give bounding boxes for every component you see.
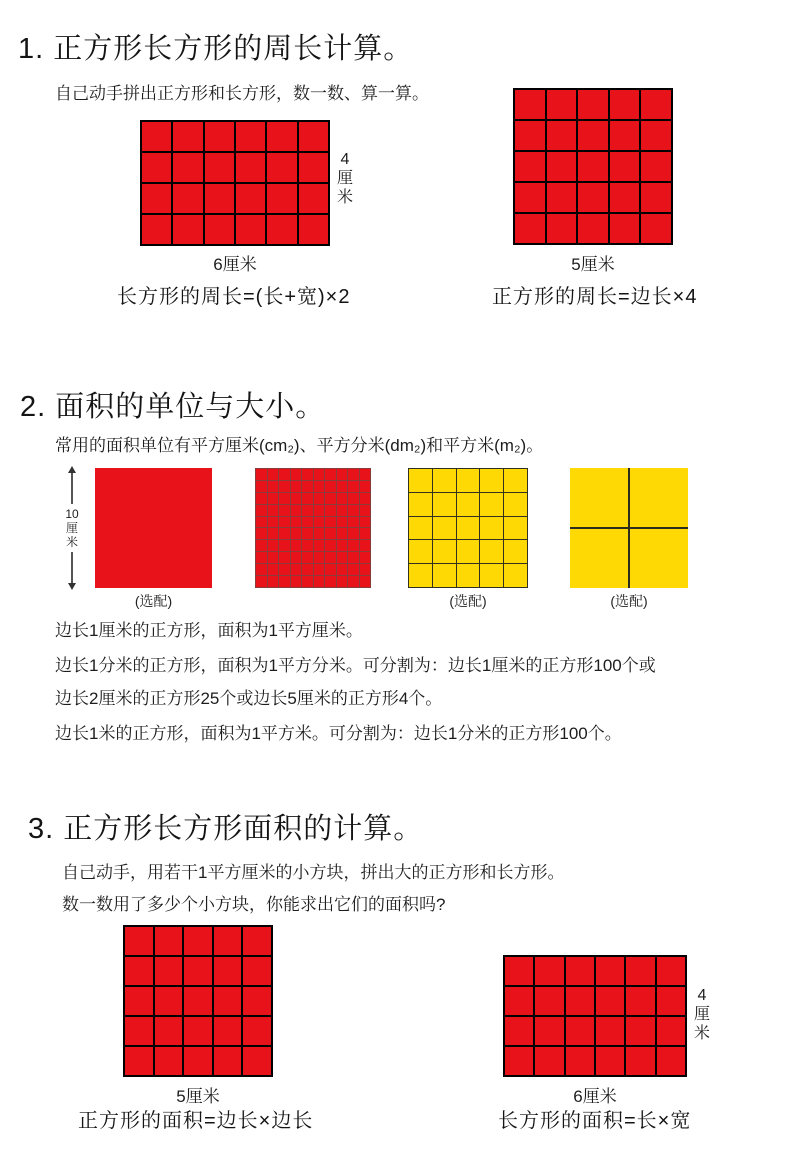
- grid-cell: [302, 576, 313, 587]
- section2-title: 2. 面积的单位与大小。: [20, 391, 326, 423]
- grid-cell: [256, 528, 267, 539]
- grid-cell: [547, 152, 577, 181]
- grid-cell: [302, 552, 313, 563]
- grid-cell: [535, 987, 563, 1015]
- grid-cell: [657, 1047, 685, 1075]
- grid-cell: [256, 505, 267, 516]
- optional-caption: (选配): [449, 593, 487, 609]
- grid-cell: [457, 540, 480, 563]
- grid-cell: [236, 215, 265, 244]
- grid-cell: [325, 481, 336, 492]
- grid-cell: [480, 540, 503, 563]
- grid-cell: [596, 1047, 624, 1075]
- height-label-line: 厘: [693, 1006, 710, 1023]
- grid-cell: [325, 493, 336, 504]
- grid-cell: [325, 564, 336, 575]
- grid-cell: [314, 564, 325, 575]
- grid-cell: [268, 576, 279, 587]
- grid-cell: [409, 540, 432, 563]
- grid-cell: [268, 552, 279, 563]
- grid-cell: [578, 152, 608, 181]
- grid-cell: [268, 493, 279, 504]
- grid-cell: [570, 468, 628, 527]
- height-label-line: 米: [693, 1025, 710, 1042]
- area-rectangle-width-label: 6厘米: [573, 1087, 617, 1106]
- grid-cell: [535, 957, 563, 985]
- paragraph-cm: 边长1厘米的正方形，面积为1平方厘米。: [55, 621, 363, 640]
- grid-cell: [360, 481, 371, 492]
- grid-cell: [596, 957, 624, 985]
- grid-cell: [302, 528, 313, 539]
- grid-cell: [360, 517, 371, 528]
- grid-cell: [243, 927, 271, 955]
- rectangle-perimeter-formula: 长方形的周长=(长+宽)×2: [117, 286, 351, 308]
- square-perimeter-formula: 正方形的周长=边长×4: [492, 286, 698, 308]
- grid-cell: [291, 540, 302, 551]
- paragraph-dm-line2: 边长2厘米的正方形25个或边长5厘米的正方形4个。: [55, 689, 443, 708]
- grid-cell: [243, 957, 271, 985]
- grid-cell: [214, 1017, 242, 1045]
- grid-cell: [314, 552, 325, 563]
- grid-cell: [348, 552, 359, 563]
- grid-cell: [302, 517, 313, 528]
- grid-cell: [268, 517, 279, 528]
- grid-cell: [299, 184, 328, 213]
- area-rectangle-height-label: [691, 986, 713, 1043]
- grid-cell: [457, 493, 480, 516]
- grid-cell: [279, 576, 290, 587]
- grid-cell: [535, 1047, 563, 1075]
- grid-cell: [236, 122, 265, 151]
- grid-cell: [268, 564, 279, 575]
- grid-cell: [314, 505, 325, 516]
- grid-cell: [337, 481, 348, 492]
- area-square-width-label: 5厘米: [176, 1087, 220, 1106]
- grid-cell: [566, 957, 594, 985]
- section3-intro-line1: 自己动手，用若干1平方厘米的小方块，拼出大的正方形和长方形。: [62, 863, 565, 882]
- grid-cell: [95, 468, 212, 588]
- grid-cell: [291, 552, 302, 563]
- grid-cell: [626, 957, 654, 985]
- height-label-line: 4: [697, 987, 707, 1004]
- grid-cell: [566, 987, 594, 1015]
- grid-cell: [155, 1017, 183, 1045]
- grid-cell: [279, 505, 290, 516]
- grid-cell: [610, 90, 640, 119]
- grid-cell: [279, 493, 290, 504]
- grid-cell: [337, 528, 348, 539]
- grid-cell: [457, 564, 480, 587]
- arrow-line: [71, 473, 73, 504]
- arrow-label-line: 10: [65, 507, 79, 521]
- grid-cell: [409, 564, 432, 587]
- grid-cell: [243, 1017, 271, 1045]
- grid-cell: [325, 517, 336, 528]
- grid-cell: [348, 540, 359, 551]
- grid-cell: [267, 122, 296, 151]
- unit-square-solid-red: [95, 468, 212, 588]
- grid-cell: [348, 493, 359, 504]
- grid-cell: [360, 505, 371, 516]
- grid-cell: [433, 517, 456, 540]
- section2-intro: 常用的面积单位有平方厘米(cm₂)、平方分米(dm₂)和平方米(m₂)。: [55, 436, 544, 455]
- unit-square-yellow-cross: [570, 468, 688, 588]
- grid-cell: [457, 517, 480, 540]
- grid-cell: [142, 153, 171, 182]
- grid-cell: [256, 469, 267, 480]
- grid-cell: [360, 552, 371, 563]
- grid-cell: [578, 214, 608, 243]
- section1-subtitle: 自己动手拼出正方形和长方形，数一数、算一算。: [55, 84, 429, 103]
- grid-cell: [279, 481, 290, 492]
- paragraph-m: 边长1米的正方形，面积为1平方米。可分割为：边长1分米的正方形100个。: [55, 724, 622, 743]
- grid-cell: [409, 517, 432, 540]
- grid-cell: [299, 153, 328, 182]
- grid-cell: [348, 469, 359, 480]
- grid-cell: [626, 1047, 654, 1075]
- grid-cell: [641, 90, 671, 119]
- grid-cell: [504, 493, 527, 516]
- grid-cell: [291, 576, 302, 587]
- grid-cell: [256, 576, 267, 587]
- grid-cell: [337, 493, 348, 504]
- grid-cell: [142, 184, 171, 213]
- grid-cell: [337, 505, 348, 516]
- grid-cell: [348, 564, 359, 575]
- grid-cell: [205, 184, 234, 213]
- grid-cell: [125, 927, 153, 955]
- grid-cell: [214, 1047, 242, 1075]
- grid-cell: [547, 183, 577, 212]
- grid-cell: [205, 153, 234, 182]
- grid-cell: [360, 493, 371, 504]
- optional-caption: (选配): [134, 593, 173, 609]
- grid-cell: [505, 987, 533, 1015]
- optional-caption: (选配): [610, 593, 648, 609]
- grid-cell: [279, 528, 290, 539]
- arrow-label: [65, 504, 78, 552]
- rectangle-6x4-grid-figure: [140, 120, 330, 246]
- grid-cell: [291, 493, 302, 504]
- grid-cell: [515, 214, 545, 243]
- square-width-label: 5厘米: [571, 255, 615, 274]
- grid-cell: [504, 540, 527, 563]
- grid-cell: [626, 1017, 654, 1045]
- grid-cell: [610, 152, 640, 181]
- grid-cell: [360, 469, 371, 480]
- grid-cell: [409, 469, 432, 492]
- grid-cell: [302, 564, 313, 575]
- grid-cell: [302, 540, 313, 551]
- grid-cell: [348, 481, 359, 492]
- grid-cell: [325, 552, 336, 563]
- grid-cell: [504, 564, 527, 587]
- grid-cell: [314, 481, 325, 492]
- grid-cell: [433, 540, 456, 563]
- grid-cell: [515, 121, 545, 150]
- grid-cell: [566, 1047, 594, 1075]
- arrow-label-line: 厘: [65, 521, 78, 535]
- arrow-label-line: 米: [65, 535, 78, 549]
- grid-cell: [325, 576, 336, 587]
- grid-cell: [173, 122, 202, 151]
- grid-cell: [515, 90, 545, 119]
- rectangle-height-label: [334, 150, 356, 207]
- grid-cell: [125, 1047, 153, 1075]
- grid-cell: [125, 1017, 153, 1045]
- grid-cell: [325, 505, 336, 516]
- grid-cell: [325, 540, 336, 551]
- grid-cell: [302, 505, 313, 516]
- grid-cell: [610, 183, 640, 212]
- grid-cell: [267, 153, 296, 182]
- grid-cell: [337, 517, 348, 528]
- grid-cell: [236, 153, 265, 182]
- grid-cell: [184, 987, 212, 1015]
- unit-square-red-10x10: [255, 468, 371, 588]
- grid-cell: [184, 927, 212, 955]
- grid-cell: [173, 153, 202, 182]
- grid-cell: [314, 540, 325, 551]
- grid-cell: [480, 493, 503, 516]
- grid-cell: [256, 517, 267, 528]
- grid-cell: [337, 576, 348, 587]
- arrow-down-icon: [68, 583, 76, 590]
- section1-title: 1. 正方形长方形的周长计算。: [18, 33, 414, 65]
- grid-cell: [505, 1047, 533, 1075]
- grid-cell: [337, 540, 348, 551]
- section3-title: 3. 正方形长方形面积的计算。: [28, 813, 424, 845]
- unit-square-yellow-5x5: [408, 468, 528, 588]
- grid-cell: [291, 528, 302, 539]
- grid-cell: [641, 214, 671, 243]
- grid-cell: [657, 1017, 685, 1045]
- grid-cell: [299, 122, 328, 151]
- grid-cell: [610, 214, 640, 243]
- rectangle-width-label: 6厘米: [213, 255, 257, 274]
- grid-cell: [578, 121, 608, 150]
- area-rectangle-6x4-grid-figure: [503, 955, 687, 1077]
- grid-cell: [291, 469, 302, 480]
- grid-cell: [570, 529, 628, 588]
- grid-cell: [155, 987, 183, 1015]
- arrow-line: [71, 552, 73, 583]
- grid-cell: [214, 957, 242, 985]
- section3-intro-line2: 数一数用了多少个小方块，你能求出它们的面积吗?: [62, 895, 446, 914]
- grid-cell: [433, 469, 456, 492]
- grid-cell: [302, 469, 313, 480]
- square-5x5-grid-figure: [513, 88, 673, 245]
- grid-cell: [184, 1017, 212, 1045]
- grid-cell: [480, 517, 503, 540]
- grid-cell: [515, 152, 545, 181]
- rectangle-area-formula: 长方形的面积=长×宽: [498, 1110, 692, 1132]
- grid-cell: [125, 987, 153, 1015]
- grid-cell: [360, 528, 371, 539]
- grid-cell: [596, 1017, 624, 1045]
- grid-cell: [314, 528, 325, 539]
- grid-cell: [155, 927, 183, 955]
- grid-cell: [291, 564, 302, 575]
- grid-cell: [214, 927, 242, 955]
- grid-cell: [184, 957, 212, 985]
- grid-cell: [457, 469, 480, 492]
- grid-cell: [314, 493, 325, 504]
- height-label-line: 厘: [336, 170, 353, 187]
- grid-cell: [302, 481, 313, 492]
- grid-cell: [547, 90, 577, 119]
- grid-cell: [626, 987, 654, 1015]
- height-label-line: 米: [336, 189, 353, 206]
- grid-cell: [243, 987, 271, 1015]
- grid-cell: [348, 505, 359, 516]
- grid-cell: [657, 987, 685, 1015]
- grid-cell: [268, 540, 279, 551]
- grid-cell: [325, 469, 336, 480]
- grid-cell: [480, 469, 503, 492]
- grid-cell: [268, 481, 279, 492]
- grid-cell: [314, 576, 325, 587]
- grid-cell: [409, 493, 432, 516]
- grid-cell: [268, 469, 279, 480]
- grid-cell: [173, 184, 202, 213]
- grid-cell: [566, 1017, 594, 1045]
- grid-cell: [256, 552, 267, 563]
- arrow-up-icon: [68, 466, 76, 473]
- grid-cell: [155, 957, 183, 985]
- grid-cell: [256, 493, 267, 504]
- grid-cell: [360, 576, 371, 587]
- grid-cell: [505, 1017, 533, 1045]
- grid-cell: [256, 540, 267, 551]
- grid-cell: [142, 122, 171, 151]
- grid-cell: [314, 517, 325, 528]
- grid-cell: [596, 987, 624, 1015]
- grid-cell: [641, 121, 671, 150]
- grid-cell: [279, 564, 290, 575]
- grid-cell: [268, 528, 279, 539]
- grid-cell: [291, 481, 302, 492]
- grid-cell: [205, 122, 234, 151]
- grid-cell: [505, 957, 533, 985]
- grid-cell: [657, 957, 685, 985]
- grid-cell: [142, 215, 171, 244]
- grid-cell: [578, 183, 608, 212]
- grid-cell: [348, 528, 359, 539]
- grid-cell: [547, 214, 577, 243]
- square-area-formula: 正方形的面积=边长×边长: [78, 1110, 314, 1132]
- grid-cell: [256, 481, 267, 492]
- grid-cell: [325, 528, 336, 539]
- grid-cell: [302, 493, 313, 504]
- grid-cell: [256, 564, 267, 575]
- grid-cell: [433, 493, 456, 516]
- grid-cell: [125, 957, 153, 985]
- grid-cell: [279, 517, 290, 528]
- grid-cell: [641, 183, 671, 212]
- grid-cell: [205, 215, 234, 244]
- grid-cell: [504, 469, 527, 492]
- grid-cell: [515, 183, 545, 212]
- area-square-5x5-grid-figure: [123, 925, 273, 1077]
- grid-cell: [504, 517, 527, 540]
- grid-cell: [291, 505, 302, 516]
- grid-cell: [299, 215, 328, 244]
- grid-cell: [279, 540, 290, 551]
- grid-cell: [173, 215, 202, 244]
- grid-cell: [291, 517, 302, 528]
- grid-cell: [360, 564, 371, 575]
- grid-cell: [641, 152, 671, 181]
- grid-cell: [337, 564, 348, 575]
- ten-centimeter-arrow: [56, 466, 88, 590]
- grid-cell: [184, 1047, 212, 1075]
- grid-cell: [267, 215, 296, 244]
- grid-cell: [337, 469, 348, 480]
- grid-cell: [360, 540, 371, 551]
- grid-cell: [480, 564, 503, 587]
- grid-cell: [337, 552, 348, 563]
- grid-cell: [433, 564, 456, 587]
- grid-cell: [279, 469, 290, 480]
- grid-cell: [630, 529, 688, 588]
- grid-cell: [267, 184, 296, 213]
- height-label-line: 4: [340, 151, 350, 168]
- grid-cell: [314, 469, 325, 480]
- grid-cell: [279, 552, 290, 563]
- grid-cell: [610, 121, 640, 150]
- grid-cell: [214, 987, 242, 1015]
- grid-cell: [243, 1047, 271, 1075]
- grid-cell: [535, 1017, 563, 1045]
- grid-cell: [155, 1047, 183, 1075]
- paragraph-dm-line1: 边长1分米的正方形，面积为1平方分米。可分割为：边长1厘米的正方形100个或: [55, 656, 656, 675]
- grid-cell: [348, 576, 359, 587]
- grid-cell: [547, 121, 577, 150]
- grid-cell: [236, 184, 265, 213]
- grid-cell: [348, 517, 359, 528]
- grid-cell: [268, 505, 279, 516]
- grid-cell: [578, 90, 608, 119]
- grid-cell: [630, 468, 688, 527]
